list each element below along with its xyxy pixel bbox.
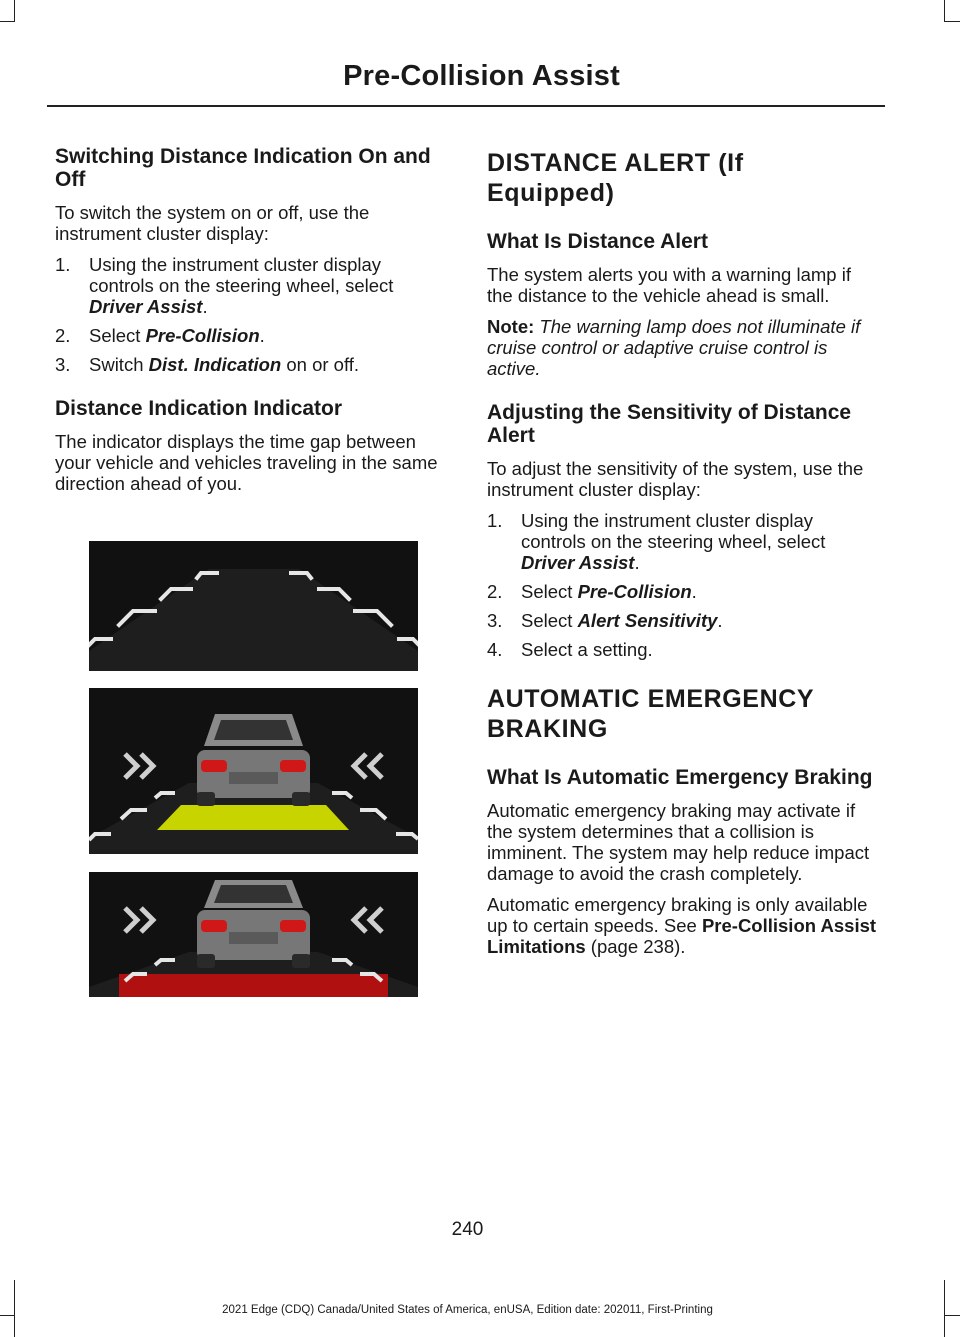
section-heading-distance-alert: DISTANCE ALERT (If Equipped)	[487, 149, 744, 207]
subheading-what-is-distance-alert: What Is Distance Alert	[487, 230, 708, 253]
section-heading-indicator: Distance Indication Indicator	[55, 397, 343, 420]
page-footer: 2021 Edge (CDQ) Canada/United States of America, enUSA, Edition date: 202011, First-Printing	[222, 1304, 713, 1316]
list-item: 1. Using the instrument cluster display controls on the steering wheel, select Driver Assist.	[55, 254, 394, 317]
distance-alert-note: Note: The warning lamp does not illuminate if cruise control or adaptive cruise control is active.	[487, 316, 861, 379]
switching-intro: To switch the system on or off, use the instrument cluster display:	[55, 202, 370, 244]
crop-mark	[944, 0, 945, 22]
crop-mark	[14, 0, 15, 22]
distance-alert-body: The system alerts you with a warning lamp if the distance to the vehicle ahead is small.	[487, 264, 851, 306]
page-header-title: Pre-Collision Assist	[343, 60, 620, 92]
section-heading-aeb: AUTOMATIC EMERGENCY BRAKING	[487, 685, 815, 743]
list-item: 3. Switch Dist. Indication on or off.	[55, 354, 360, 375]
subheading-what-is-aeb: What Is Automatic Emergency Braking	[487, 766, 873, 789]
switching-steps	[55, 254, 447, 375]
header-rule	[47, 105, 885, 107]
aeb-body-2: Automatic emergency braking is only available up to certain speeds. See Pre-Collision Assist Limitations (page 238).	[487, 894, 877, 957]
section-heading-switching: Switching Distance Indication On and Off	[55, 145, 431, 191]
crop-mark	[944, 21, 960, 22]
crop-mark	[944, 1315, 960, 1316]
list-item: 1. Using the instrument cluster display controls on the steering wheel, select Driver Assist.	[487, 510, 826, 573]
illustration-road-empty	[89, 541, 418, 671]
sensitivity-intro: To adjust the sensitivity of the system, use the instrument cluster display:	[487, 458, 864, 500]
list-item: 4. Select a setting.	[487, 639, 653, 660]
right-column	[487, 145, 879, 967]
list-item: 3. Select Alert Sensitivity.	[487, 610, 723, 631]
list-item: 2. Select Pre-Collision.	[487, 581, 697, 602]
left-column	[55, 145, 447, 504]
car-rear-icon	[197, 714, 310, 806]
page-number: 240	[451, 1219, 484, 1240]
crop-mark	[944, 1280, 945, 1337]
list-item: 2. Select Pre-Collision.	[55, 325, 265, 346]
illustration-distance-yellow	[89, 688, 418, 854]
sensitivity-steps	[487, 510, 879, 660]
crop-mark	[0, 21, 15, 22]
cross-reference-link[interactable]: Pre-Collision Assist Limitations	[487, 915, 877, 957]
aeb-body-1: Automatic emergency braking may activate if the system determines that a collision is imminent. The system may help reduce impact damage to avoid the crash completely.	[487, 800, 870, 884]
subheading-adjusting-sensitivity: Adjusting the Sensitivity of Distance Alert	[487, 401, 852, 447]
indicator-body: The indicator displays the time gap between your vehicle and vehicles traveling in the same direction ahead of you.	[55, 431, 438, 494]
illustration-distance-red	[89, 872, 418, 997]
car-rear-icon	[197, 880, 310, 968]
